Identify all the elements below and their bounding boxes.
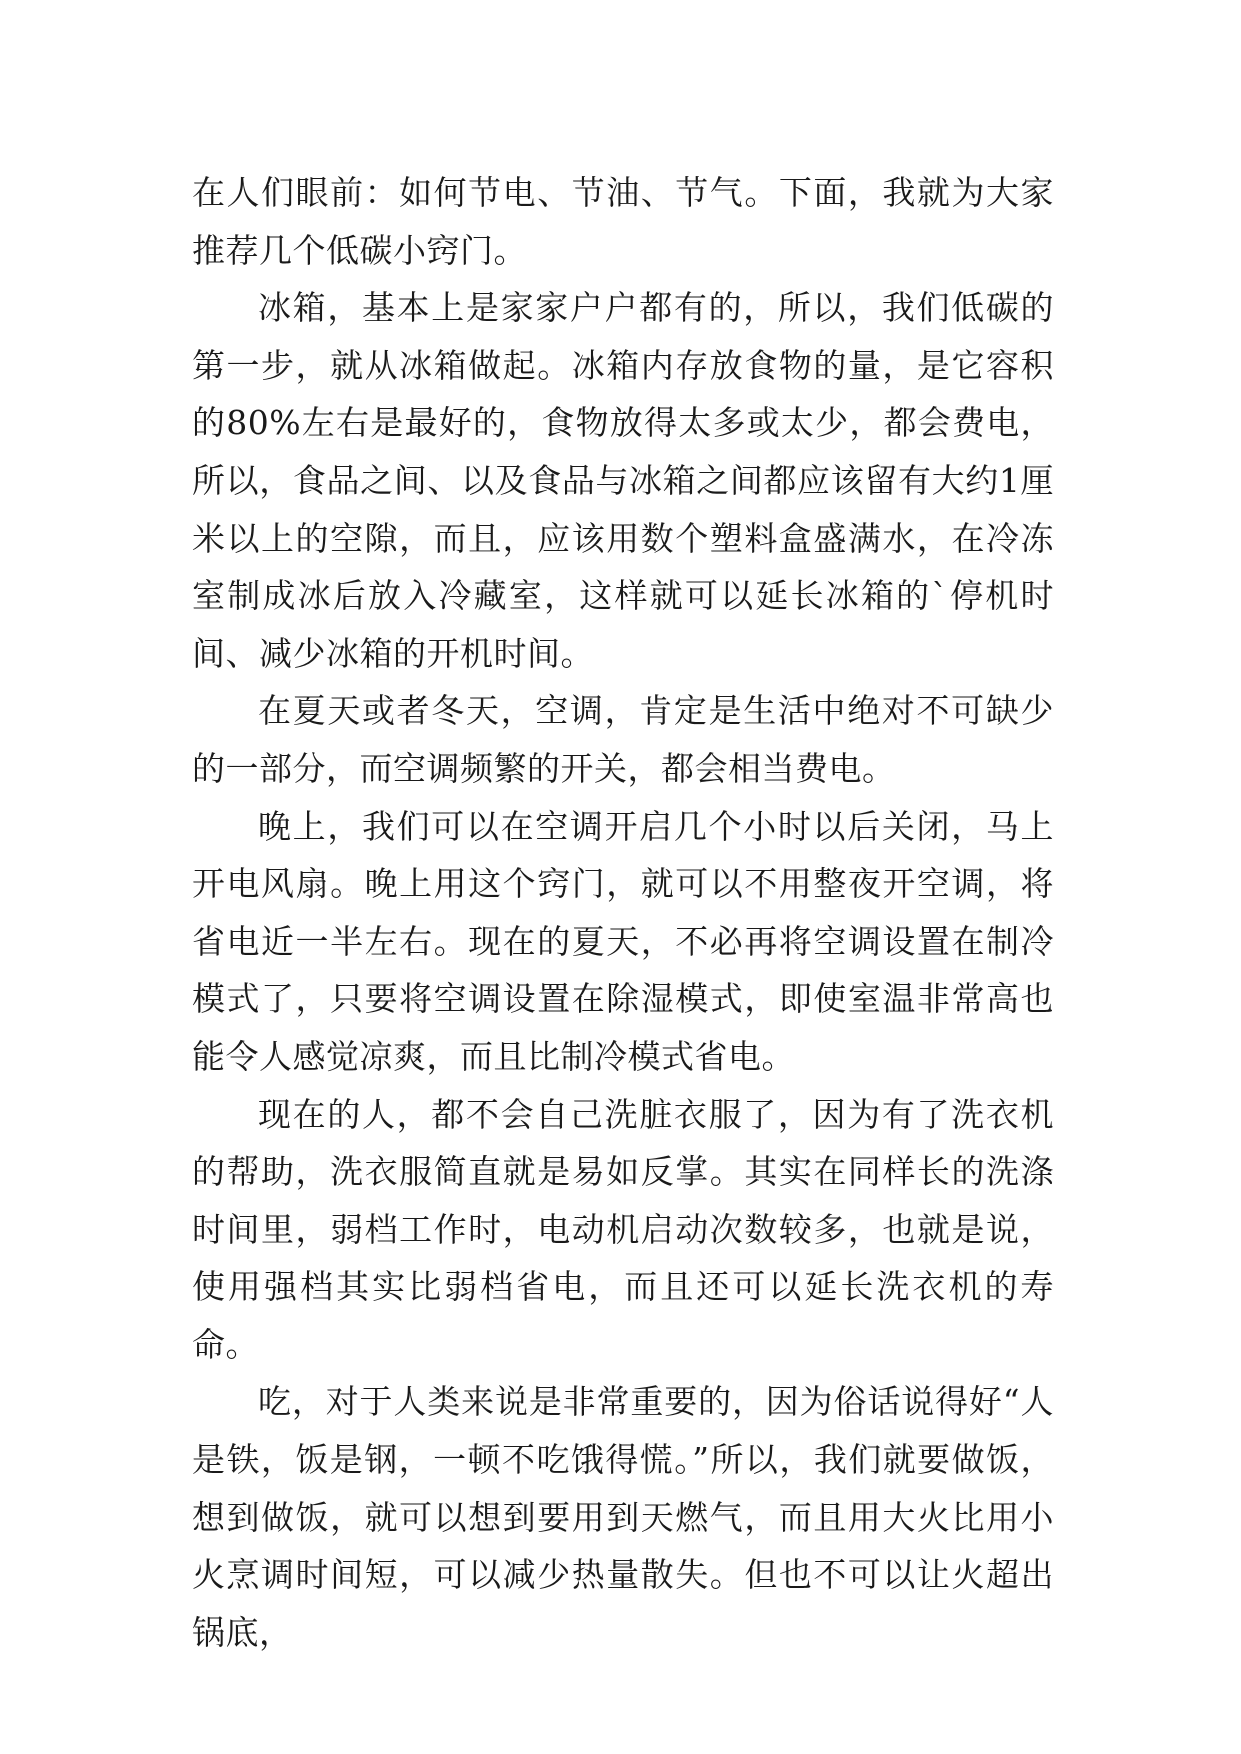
document-body <box>192 164 1054 1661</box>
paragraph-air-conditioner: 在夏天或者冬天，空调，肯定是生活中绝对不可缺少的一部分，而空调频繁的开关，都会相当费电。 <box>192 691 1054 788</box>
paragraph-cooking: 吃，对于人类来说是非常重要的，因为俗话说得好“人是铁，饭是钢，一顿不吃饿得慌。”所以，我们就要做饭，想到做饭，就可以想到要用到天燃气，而且用大火比用小火烹调时间短，可以减少热量散失。但也不可以让火超出锅底， <box>192 1382 1054 1652</box>
paragraph-night-fan: 晚上，我们可以在空调开启几个小时以后关闭，马上开电风扇。晚上用这个窍门，就可以不用整夜开空调，将省电近一半左右。现在的夏天，不必再将空调设置在制冷模式了，只要将空调设置在除湿模式，即使室温非常高也能令人感觉凉爽，而且比制冷模式省电。 <box>192 806 1054 1076</box>
paragraph-continued-intro: 在人们眼前：如何节电、节油、节气。下面，我就为大家推荐几个低碳小窍门。 <box>192 173 1054 270</box>
paragraph-washing-machine: 现在的人，都不会自己洗脏衣服了，因为有了洗衣机的帮助，洗衣服简直就是易如反掌。其实在同样长的洗涤时间里，弱档工作时，电动机启动次数较多，也就是说，使用强档其实比弱档省电，而且还可以延长洗衣机的寿命。 <box>192 1094 1054 1364</box>
paragraph-fridge: 冰箱，基本上是家家户户都有的，所以，我们低碳的第一步，就从冰箱做起。冰箱内存放食物的量，是它容积的80%左右是最好的，食物放得太多或太少，都会费电，所以，食品之间、以及食品与冰箱之间都应该留有大约1厘米以上的空隙，而且，应该用数个塑料盒盛满水，在冷冻室制成冰后放入冷藏室，这样就可以延长冰箱的`停机时间、减少冰箱的开机时间。 <box>192 288 1054 673</box>
